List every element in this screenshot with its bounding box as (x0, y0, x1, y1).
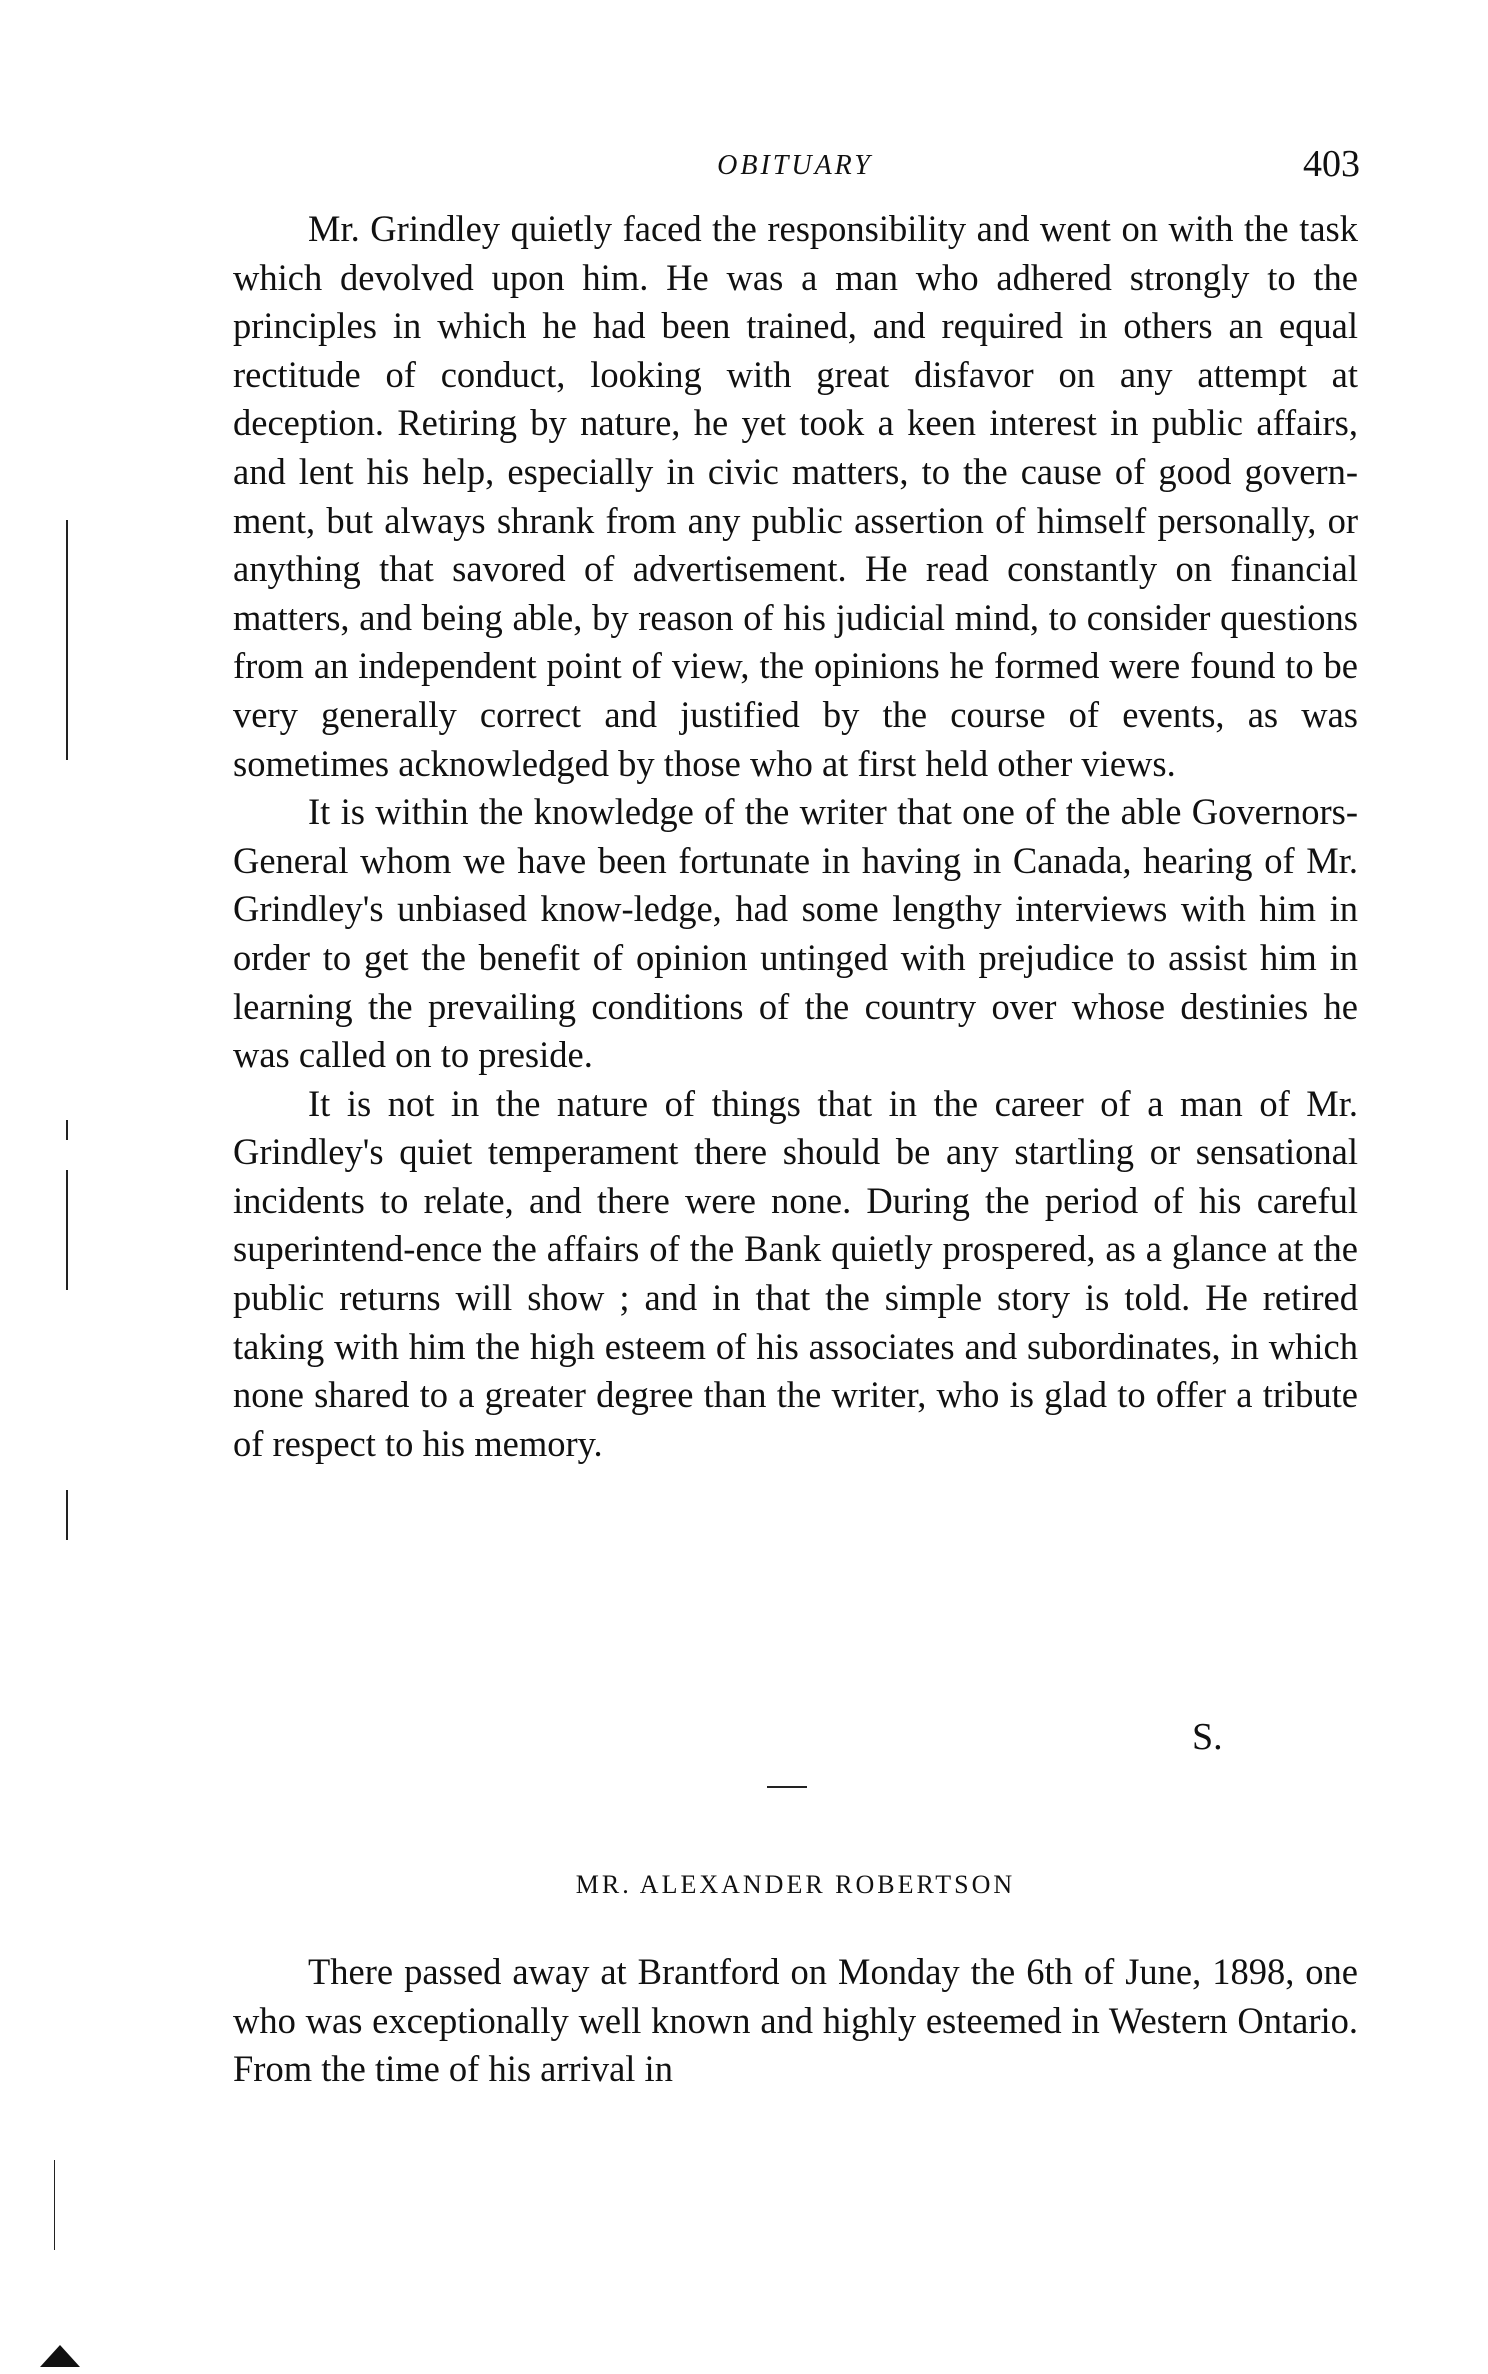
running-head (230, 142, 1360, 192)
paragraph: It is not in the nature of things that in the career of a man of Mr. Grindley's quiet temperament there should be any startling or sensational incidents to relate, and there were none. During the period of his careful superintend-ence the affairs of the Bank quietly prospered, as a glance at the public returns will show ; and in that the simple story is told. He retired taking with him the high esteem of his associates and subordinates, in which none shared to a greater degree than the writer, who is glad to offer a tribute of respect to his memory. (233, 1082, 1358, 1464)
running-title: OBITUARY (717, 150, 873, 181)
scan-margin-mark (66, 1120, 68, 1140)
paragraph: Mr. Grindley quietly faced the responsibility and went on with the task which devolved upon him. He was a man who adhered strongly to the principles in which he had been trained, and required in others an equal rectitude of conduct, looking with great disfavor on any attempt at deception. Retiring by nature, he yet took a keen interest in public affairs, and lent his help, especially in civic matters, to the cause of good govern-ment, but always shrank from any public assertion of himself personally, or anything that savored of advertisement. He read constantly on financial matters, and being able, by reason of his judicial mind, to consider questions from an independent point of view, the opinions he formed were found to be very generally correct and justified by the course of events, as was sometimes acknowledged by those who at first held other views. (233, 208, 1358, 784)
scan-margin-mark (66, 1170, 68, 1290)
scan-margin-mark (54, 2160, 55, 2250)
scan-margin-mark (66, 1490, 68, 1540)
paragraph: There passed away at Brantford on Monday the 6th of June, 1898, one who was exceptionally well known and highly esteemed in Western Ontario. From the time of his arrival in (233, 1951, 1358, 2090)
scan-corner-mark (40, 2345, 80, 2367)
section-heading: MR. ALEXANDER ROBERTSON (575, 1870, 1016, 1899)
signature-initial: S. (1192, 1716, 1223, 1758)
scan-margin-mark (66, 520, 68, 760)
page-number: 403 (1303, 143, 1360, 185)
section-divider (767, 1786, 807, 1788)
obituary-body (233, 205, 1358, 1468)
paragraph: It is within the knowledge of the writer that one of the able Governors-General whom we have been fortunate in having in Canada, hearing of Mr. Grindley's unbiased know-ledge, had some lengthy interviews with him in order to get the benefit of opinion untinged with prejudice to assist him in learning the prevailing conditions of the country over whose destinies he was called on to preside. (233, 791, 1358, 1076)
section-body (233, 1948, 1358, 2094)
